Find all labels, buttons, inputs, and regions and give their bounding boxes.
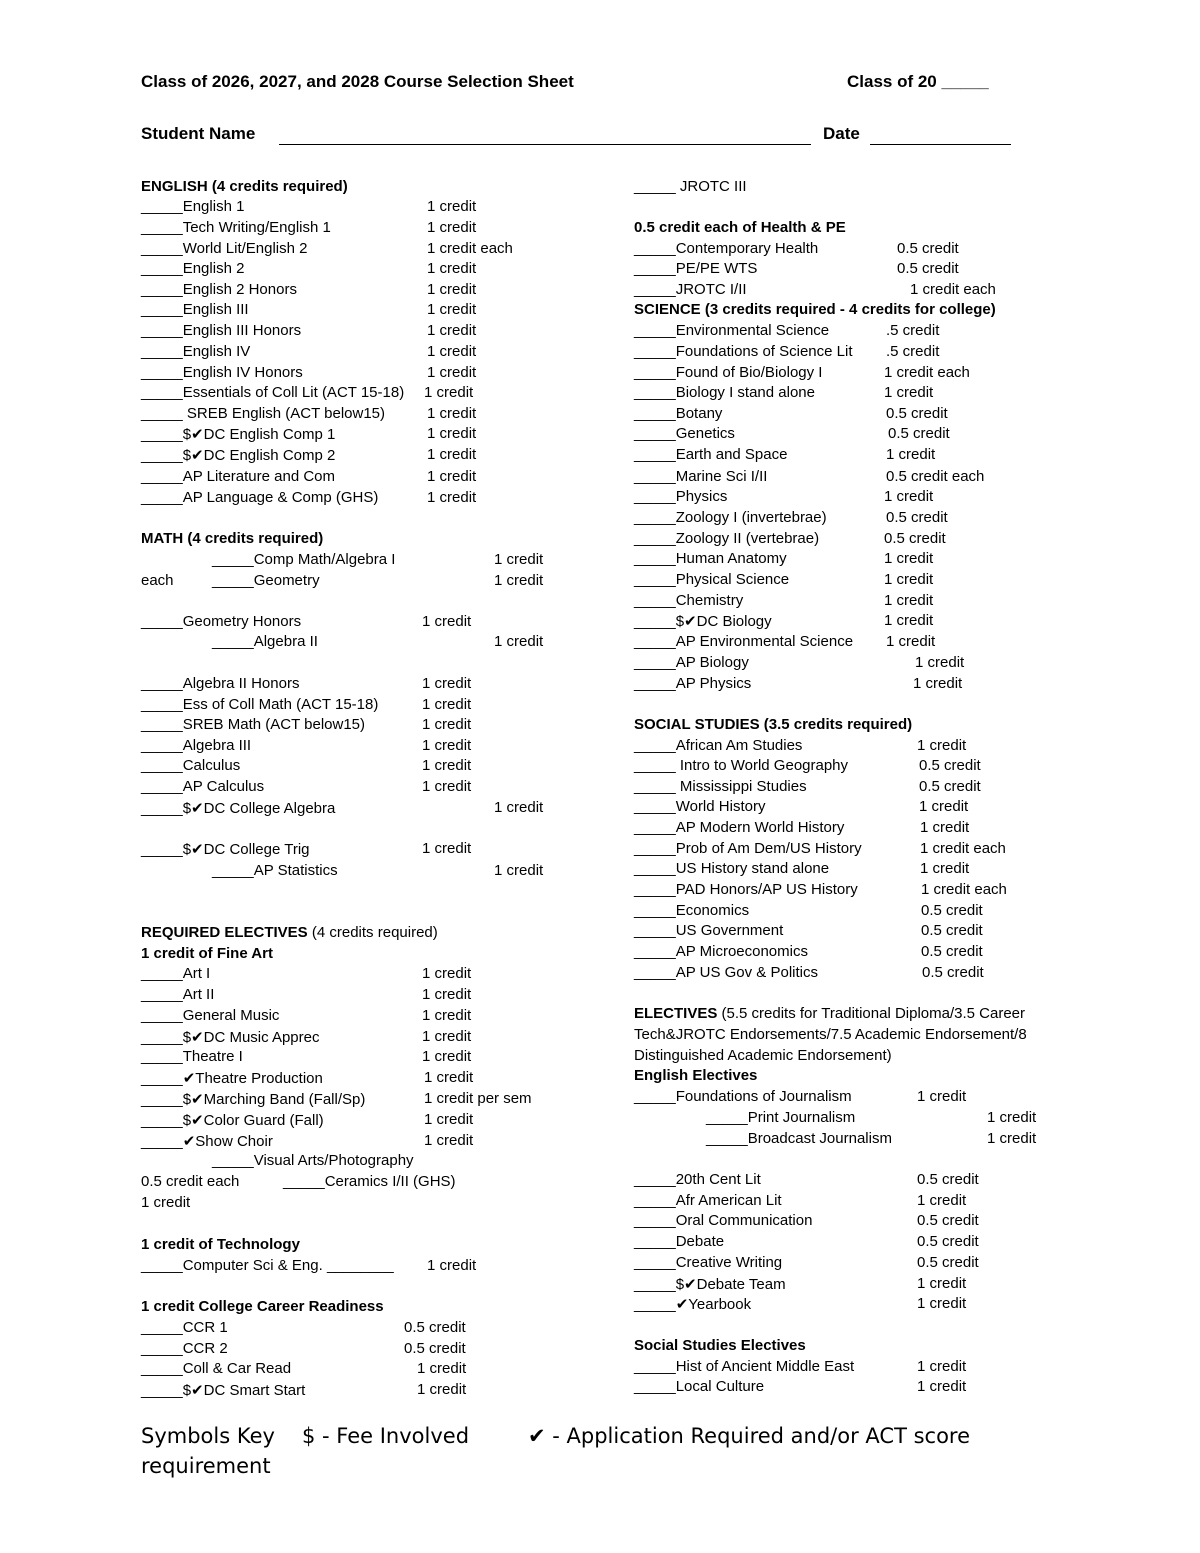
math-credit: 1 credit xyxy=(494,633,544,650)
elective-credit: 1 credit xyxy=(987,1109,1037,1126)
social-studies-course[interactable]: _____African Am Studies xyxy=(634,737,803,754)
social-studies-course[interactable]: _____PAD Honors/AP US History xyxy=(634,881,858,898)
math-course[interactable]: _____Geometry Honors xyxy=(141,613,302,630)
ccr-course[interactable]: _____$✔DC Smart Start xyxy=(141,1382,306,1399)
science-course[interactable]: _____Found of Bio/Biology I xyxy=(634,364,823,381)
science-credit: 1 credit xyxy=(884,571,934,588)
english-course[interactable]: _____English 1 xyxy=(141,198,245,215)
elective-course[interactable]: _____Print Journalism xyxy=(706,1109,856,1126)
english-course[interactable]: _____Tech Writing/English 1 xyxy=(141,219,331,236)
fine-art-course[interactable]: _____$✔Color Guard (Fall) xyxy=(141,1112,324,1129)
fine-art-credit: 1 credit xyxy=(422,1007,472,1024)
electives-note-line2: Tech&JROTC Endorsements/7.5 Academic Endorsement/8 xyxy=(634,1026,1027,1043)
ccr-credit: 0.5 credit xyxy=(404,1319,466,1336)
science-credit: 1 credit xyxy=(886,633,936,650)
social-studies-course[interactable]: _____World History xyxy=(634,798,766,815)
ceramics-course[interactable]: _____Ceramics I/II (GHS) xyxy=(283,1173,456,1190)
health-pe-credit: 0.5 credit xyxy=(897,260,959,277)
math-course[interactable]: _____SREB Math (ACT below15) xyxy=(141,716,366,733)
science-course[interactable]: _____Genetics xyxy=(634,425,735,442)
science-course[interactable]: _____AP Physics xyxy=(634,675,752,692)
symbols-key-continuation: requirement xyxy=(141,1454,271,1478)
ccr-course[interactable]: _____CCR 2 xyxy=(141,1340,228,1357)
required-electives-heading xyxy=(141,924,438,941)
science-credit: 0.5 credit xyxy=(886,509,948,526)
ccr-heading: 1 credit College Career Readiness xyxy=(141,1298,384,1315)
required-electives-title: REQUIRED ELECTIVES xyxy=(141,924,308,941)
fine-art-course[interactable]: _____✔Show Choir xyxy=(141,1133,273,1150)
elective-credit: 1 credit xyxy=(917,1275,967,1292)
symbols-key-label: Symbols Key xyxy=(141,1424,275,1448)
english-credit: 1 credit xyxy=(427,281,477,298)
visual-arts-course[interactable]: _____Visual Arts/Photography xyxy=(212,1152,414,1169)
math-credit: 1 credit xyxy=(494,862,544,879)
math-credit: 1 credit xyxy=(422,675,472,692)
elective-course[interactable]: _____Debate xyxy=(634,1233,725,1250)
english-credit: 1 credit xyxy=(427,260,477,277)
english-credit: 1 credit xyxy=(427,425,477,442)
english-course[interactable]: _____AP Language & Comp (GHS) xyxy=(141,489,379,506)
science-credit: 1 credit xyxy=(884,384,934,401)
math-course[interactable]: _____Algebra II Honors xyxy=(141,675,300,692)
math-course[interactable]: _____$✔DC College Algebra xyxy=(141,800,336,817)
fine-art-course[interactable]: _____$✔Marching Band (Fall/Sp) xyxy=(141,1091,366,1108)
electives-note-line3: Distinguished Academic Endorsement) xyxy=(634,1047,892,1064)
elective-course[interactable]: _____Hist of Ancient Middle East xyxy=(634,1358,855,1375)
english-course[interactable]: _____World Lit/English 2 xyxy=(141,240,308,257)
math-course[interactable]: _____Comp Math/Algebra I xyxy=(212,551,396,568)
fine-art-credit: 1 credit xyxy=(422,986,472,1003)
social-studies-course[interactable]: _____AP Modern World History xyxy=(634,819,845,836)
math-course[interactable]: _____Ess of Coll Math (ACT 15-18) xyxy=(141,696,379,713)
social-studies-course[interactable]: _____AP US Gov & Politics xyxy=(634,964,818,981)
health-pe-credit: 1 credit each xyxy=(910,281,996,298)
fine-art-course[interactable]: _____✔Theatre Production xyxy=(141,1070,323,1087)
social-studies-credit: 0.5 credit xyxy=(922,964,984,981)
math-course[interactable]: _____Algebra II xyxy=(212,633,318,650)
science-course[interactable]: _____Marine Sci I/II xyxy=(634,468,768,485)
social-studies-credit: 0.5 credit xyxy=(919,757,981,774)
ccr-course[interactable]: _____CCR 1 xyxy=(141,1319,228,1336)
english-electives-heading: English Electives xyxy=(634,1067,758,1084)
science-credit: 1 credit each xyxy=(884,364,970,381)
social-studies-course[interactable]: _____US Government xyxy=(634,922,784,939)
math-credit: 1 credit xyxy=(422,716,472,733)
elective-credit: 0.5 credit xyxy=(917,1233,979,1250)
fine-art-credit: 1 credit xyxy=(422,965,472,982)
math-credit: 1 credit xyxy=(422,778,472,795)
science-course[interactable]: _____AP Environmental Science xyxy=(634,633,854,650)
math-credit: 1 credit xyxy=(422,737,472,754)
science-credit: 0.5 credit each xyxy=(886,468,985,485)
science-course[interactable]: _____$✔DC Biology xyxy=(634,613,772,630)
ccr-credit: 1 credit xyxy=(417,1360,467,1377)
page-title: Class of 2026, 2027, and 2028 Course Selection Sheet xyxy=(141,72,574,91)
science-heading: SCIENCE (3 credits required - 4 credits for college) xyxy=(634,301,996,318)
electives-heading xyxy=(634,1005,1025,1022)
elective-course[interactable]: _____Local Culture xyxy=(634,1378,765,1395)
english-credit: 1 credit xyxy=(427,405,477,422)
math-prefix: each xyxy=(141,572,174,589)
math-course[interactable]: _____$✔DC College Trig xyxy=(141,841,310,858)
elective-credit: 1 credit xyxy=(917,1378,967,1395)
social-studies-credit: 0.5 credit xyxy=(921,902,983,919)
english-credit: 1 credit xyxy=(427,198,477,215)
fine-art-credit: 1 credit xyxy=(424,1132,474,1149)
electives-title: ELECTIVES xyxy=(634,1005,718,1022)
math-course[interactable]: _____Calculus xyxy=(141,757,241,774)
science-credit: .5 credit xyxy=(886,343,940,360)
elective-course[interactable]: _____$✔Debate Team xyxy=(634,1276,786,1293)
elective-credit: 0.5 credit xyxy=(917,1212,979,1229)
english-credit: 1 credit xyxy=(427,219,477,236)
electives-note-line1: (5.5 credits for Traditional Diploma/3.5 Career xyxy=(721,1005,1025,1022)
elective-course[interactable]: _____20th Cent Lit xyxy=(634,1171,761,1188)
elective-credit: 1 credit xyxy=(917,1295,967,1312)
english-course[interactable]: _____Essentials of Coll Lit (ACT 15-18) xyxy=(141,384,405,401)
science-credit: 0.5 credit xyxy=(888,425,950,442)
social-studies-credit: 0.5 credit xyxy=(919,778,981,795)
elective-credit: 1 credit xyxy=(917,1192,967,1209)
student-name-field[interactable] xyxy=(279,144,811,145)
english-course[interactable]: _____$✔DC English Comp 2 xyxy=(141,447,336,464)
math-heading: MATH (4 credits required) xyxy=(141,530,324,547)
social-studies-course[interactable]: _____Economics xyxy=(634,902,750,919)
health-pe-heading: 0.5 credit each of Health & PE xyxy=(634,219,846,236)
english-course[interactable]: _____English III Honors xyxy=(141,322,302,339)
math-credit: 1 credit xyxy=(422,840,472,857)
fine-art-course[interactable]: _____Theatre I xyxy=(141,1048,243,1065)
elective-course[interactable]: _____Foundations of Journalism xyxy=(634,1088,852,1105)
visual-arts-credit: 0.5 credit each xyxy=(141,1173,240,1190)
science-course[interactable]: _____Environmental Science xyxy=(634,322,830,339)
date-field[interactable] xyxy=(870,144,1011,145)
social-studies-credit: 1 credit xyxy=(917,737,967,754)
english-course[interactable]: _____$✔DC English Comp 1 xyxy=(141,426,336,443)
social-studies-course[interactable]: _____US History stand alone xyxy=(634,860,830,877)
english-course[interactable]: _____ SREB English (ACT below15) xyxy=(141,405,386,422)
english-credit: 1 credit xyxy=(427,364,477,381)
science-credit: 1 credit xyxy=(884,550,934,567)
health-pe-credit: 0.5 credit xyxy=(897,240,959,257)
class-year-field[interactable]: Class of 20 _____ xyxy=(847,72,989,91)
science-course[interactable]: _____AP Biology xyxy=(634,654,749,671)
health-pe-course[interactable]: _____Contemporary Health xyxy=(634,240,819,257)
technology-credit: 1 credit xyxy=(427,1257,477,1274)
science-credit: 1 credit xyxy=(913,675,963,692)
math-course[interactable]: _____Algebra III xyxy=(141,737,252,754)
fine-art-course[interactable]: _____General Music xyxy=(141,1007,280,1024)
english-credit: 1 credit xyxy=(427,468,477,485)
fine-art-course[interactable]: _____$✔DC Music Apprec xyxy=(141,1029,320,1046)
social-studies-credit: 0.5 credit xyxy=(921,943,983,960)
elective-credit: 0.5 credit xyxy=(917,1254,979,1271)
social-studies-credit: 1 credit each xyxy=(921,881,1007,898)
english-credit: 1 credit xyxy=(427,489,477,506)
english-course[interactable]: _____English 2 Honors xyxy=(141,281,297,298)
math-course[interactable]: _____AP Statistics xyxy=(212,862,338,879)
ccr-credit: 1 credit xyxy=(417,1381,467,1398)
fine-art-course[interactable]: _____Art I xyxy=(141,965,211,982)
social-studies-electives-heading: Social Studies Electives xyxy=(634,1337,806,1354)
science-credit: 0.5 credit xyxy=(884,530,946,547)
elective-course[interactable]: _____Oral Communication xyxy=(634,1212,813,1229)
english-credit: 1 credit xyxy=(427,446,477,463)
science-course[interactable]: _____Human Anatomy xyxy=(634,550,787,567)
fine-art-heading: 1 credit of Fine Art xyxy=(141,945,273,962)
fine-art-credit: 1 credit xyxy=(422,1048,472,1065)
english-course[interactable]: _____English IV xyxy=(141,343,251,360)
elective-credit: 1 credit xyxy=(917,1088,967,1105)
social-studies-course[interactable]: _____ Mississippi Studies xyxy=(634,778,807,795)
social-studies-heading: SOCIAL STUDIES (3.5 credits required) xyxy=(634,716,913,733)
math-course[interactable]: _____AP Calculus xyxy=(141,778,265,795)
science-course[interactable]: _____Earth and Space xyxy=(634,446,788,463)
ccr-course[interactable]: _____Coll & Car Read xyxy=(141,1360,292,1377)
science-credit: 1 credit xyxy=(915,654,965,671)
social-studies-credit: 1 credit each xyxy=(920,840,1006,857)
social-studies-course[interactable]: _____AP Microeconomics xyxy=(634,943,808,960)
science-credit: 1 credit xyxy=(884,612,934,629)
english-credit: 1 credit xyxy=(427,343,477,360)
elective-course[interactable]: _____Creative Writing xyxy=(634,1254,783,1271)
science-course[interactable]: _____Zoology II (vertebrae) xyxy=(634,530,820,547)
technology-heading: 1 credit of Technology xyxy=(141,1236,300,1253)
science-course[interactable]: _____Botany xyxy=(634,405,723,422)
fine-art-credit: 1 credit xyxy=(424,1069,474,1086)
science-course[interactable]: _____Physical Science xyxy=(634,571,790,588)
elective-credit: 0.5 credit xyxy=(917,1171,979,1188)
fine-art-course[interactable]: _____Art II xyxy=(141,986,215,1003)
english-heading: ENGLISH (4 credits required) xyxy=(141,178,348,195)
science-credit: 0.5 credit xyxy=(886,405,948,422)
math-credit: 1 credit xyxy=(422,613,472,630)
science-credit: 1 credit xyxy=(884,592,934,609)
fine-art-credit: 1 credit xyxy=(424,1111,474,1128)
ccr-credit: 0.5 credit xyxy=(404,1340,466,1357)
elective-course[interactable]: _____Broadcast Journalism xyxy=(706,1130,892,1147)
science-course[interactable]: _____Physics xyxy=(634,488,728,505)
english-credit: 1 credit xyxy=(424,384,474,401)
math-credit: 1 credit xyxy=(422,696,472,713)
elective-course[interactable]: _____Afr American Lit xyxy=(634,1192,782,1209)
science-credit: .5 credit xyxy=(886,322,940,339)
math-credit: 1 credit xyxy=(494,799,544,816)
social-studies-credit: 1 credit xyxy=(920,819,970,836)
english-course[interactable]: _____AP Literature and Com xyxy=(141,468,336,485)
ceramics-credit: 1 credit xyxy=(141,1194,191,1211)
math-credit: 1 credit xyxy=(494,551,544,568)
social-studies-course[interactable]: _____ Intro to World Geography xyxy=(634,757,849,774)
health-pe-course[interactable]: _____PE/PE WTS xyxy=(634,260,758,277)
social-studies-credit: 1 credit xyxy=(920,860,970,877)
english-course[interactable]: _____English 2 xyxy=(141,260,245,277)
application-symbol-legend: ✔ - Application Required and/or ACT score xyxy=(528,1424,971,1448)
science-credit: 1 credit xyxy=(884,488,934,505)
science-course[interactable]: _____Chemistry xyxy=(634,592,744,609)
math-credit: 1 credit xyxy=(422,757,472,774)
elective-credit: 1 credit xyxy=(987,1130,1037,1147)
required-electives-note: (4 credits required) xyxy=(311,924,438,941)
social-studies-credit: 1 credit xyxy=(919,798,969,815)
english-credit: 1 credit xyxy=(427,322,477,339)
fine-art-credit: 1 credit xyxy=(422,1028,472,1045)
science-course[interactable]: _____Zoology I (invertebrae) xyxy=(634,509,827,526)
english-course[interactable]: _____English IV Honors xyxy=(141,364,303,381)
elective-course[interactable]: _____✔Yearbook xyxy=(634,1296,752,1313)
science-course[interactable]: _____Biology I stand alone xyxy=(634,384,815,401)
english-credit: 1 credit xyxy=(427,301,477,318)
social-studies-course[interactable]: _____Prob of Am Dem/US History xyxy=(634,840,862,857)
jrotc-iii-course[interactable]: _____ JROTC III xyxy=(634,178,747,195)
math-course[interactable]: _____Geometry xyxy=(212,572,320,589)
elective-credit: 1 credit xyxy=(917,1358,967,1375)
math-credit: 1 credit xyxy=(494,572,544,589)
health-pe-course[interactable]: _____JROTC I/II xyxy=(634,281,747,298)
english-course[interactable]: _____English III xyxy=(141,301,249,318)
social-studies-credit: 0.5 credit xyxy=(921,922,983,939)
science-credit: 1 credit xyxy=(886,446,936,463)
english-credit: 1 credit each xyxy=(427,240,513,257)
science-course[interactable]: _____Foundations of Science Lit xyxy=(634,343,853,360)
fine-art-credit: 1 credit per sem xyxy=(424,1090,532,1107)
fee-symbol-legend: $ - Fee Involved xyxy=(302,1424,470,1448)
date-label: Date xyxy=(823,124,860,143)
student-name-label: Student Name xyxy=(141,124,256,143)
technology-course[interactable]: _____Computer Sci & Eng. ________ xyxy=(141,1257,394,1274)
